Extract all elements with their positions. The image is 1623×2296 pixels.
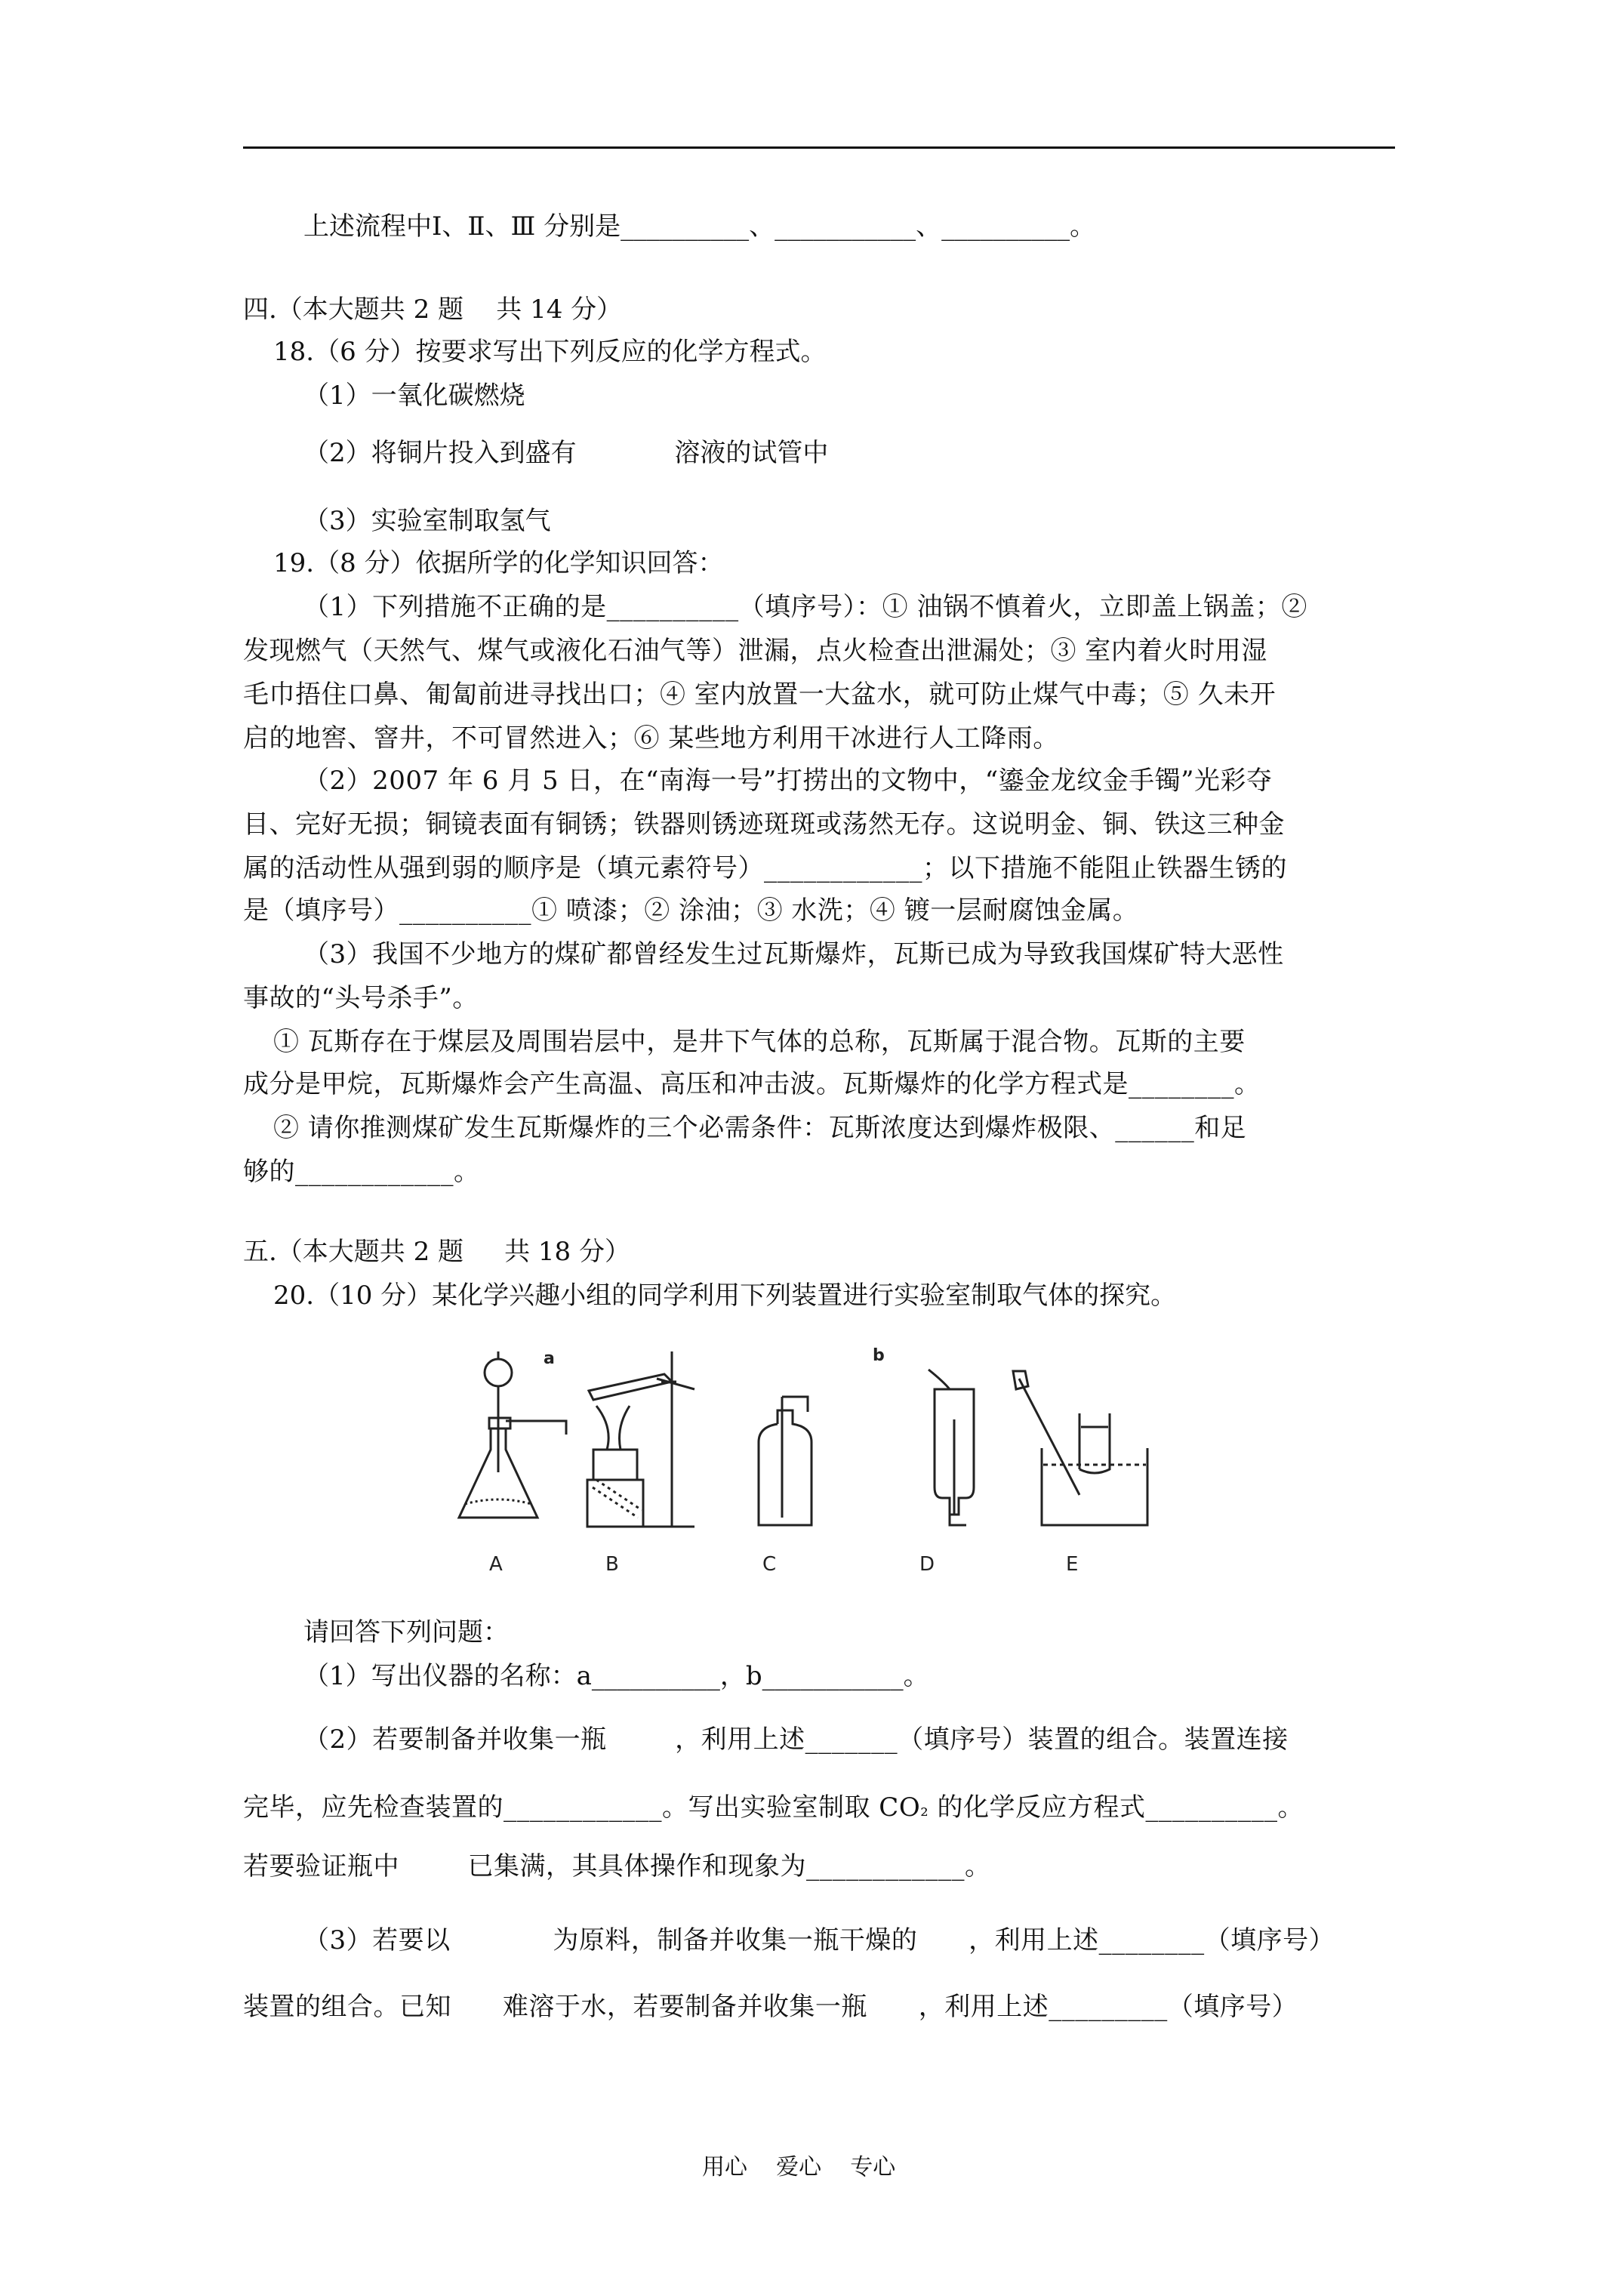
- question-20-part2-line1: （2）若要制备并收集一瓶 ，利用上述_______（填序号）装置的组合。装置连接: [303, 1724, 1289, 1755]
- question-19-part2-line3: 属的活动性从强到弱的顺序是（填元素符号）____________；以下措施不能阻止铁器生锈的: [243, 853, 1287, 883]
- question-19-part1-line2: 发现燃气（天然气、煤气或液化石油气等）泄漏，点火检查出泄漏处；③ 室内着火时用湿: [243, 636, 1267, 666]
- question-20-part3-line2: 装置的组合。已知 难溶于水，若要制备并收集一瓶 ，利用上述_________（填序号）: [243, 1992, 1298, 2022]
- label-A: A: [489, 1553, 503, 1576]
- question-18-part3: （3）实验室制取氢气: [303, 506, 551, 536]
- question-20-part2-line2: [243, 1791, 1304, 1826]
- question-19-part1-line1: （1）下列措施不正确的是__________（填序号）：① 油锅不慎着火，立即盖上锅盖；②: [303, 592, 1307, 622]
- question-20-prompt: 请回答下列问题：: [303, 1617, 509, 1647]
- label-b: b: [873, 1346, 885, 1365]
- header-rule: [243, 146, 1395, 149]
- question-19-part2-line1: （2）2007 年 6 月 5 日，在“南海一号”打捞出的文物中，“鎏金龙纹金手镯”光彩夺: [303, 766, 1273, 796]
- question-18-stem: 18.（6 分）按要求写出下列反应的化学方程式。: [273, 337, 827, 367]
- question-19-part1-line4: 启的地窖、窨井，不可冒然进入；⑥ 某些地方利用干冰进行人工降雨。: [243, 723, 1059, 754]
- apparatus-c-bottle: [759, 1397, 812, 1525]
- question-18-part1: （1）一氧化碳燃烧: [303, 381, 525, 411]
- question-19-part3-line2: 事故的“头号杀手”。: [243, 983, 479, 1013]
- question-19-part3-sub1-line2: 成分是甲烷，瓦斯爆炸会产生高温、高压和冲击波。瓦斯爆炸的化学方程式是________。: [243, 1069, 1261, 1099]
- apparatus-b-heating: [587, 1351, 694, 1527]
- section-four-heading: 四.（本大题共 2 题 共 14 分）: [243, 294, 623, 325]
- question-19-part3-sub2-line1: ② 请你推测煤矿发生瓦斯爆炸的三个必需条件：瓦斯浓度达到爆炸极限、______和足: [273, 1113, 1247, 1143]
- question-18-part2: （2）将铜片投入到盛有 溶液的试管中: [303, 438, 829, 468]
- label-D: D: [919, 1553, 935, 1576]
- label-C: C: [762, 1553, 777, 1576]
- question-19-part3-line1: （3）我国不少地方的煤矿都曾经发生过瓦斯爆炸，瓦斯已成为导致我国煤矿特大恶性: [303, 939, 1284, 969]
- question-19-part2-line2: 目、完好无损；铜镜表面有铜锈；铁器则锈迹斑斑或荡然无存。这说明金、铜、铁这三种金: [243, 809, 1285, 840]
- question-20-part3-line1: （3）若要以 为原料，制备并收集一瓶干燥的 ，利用上述________（填序号）: [303, 1925, 1335, 1955]
- apparatus-a-flask: [459, 1351, 566, 1518]
- co2-subscript: ₂: [920, 1798, 929, 1821]
- question-20-stem: 20.（10 分）某化学兴趣小组的同学利用下列装置进行实验室制取气体的探究。: [273, 1281, 1177, 1311]
- question-20-part2-line3: 若要验证瓶中 已集满，其具体操作和现象为____________。: [243, 1851, 991, 1881]
- lab-apparatus-figure: [445, 1336, 1170, 1578]
- question-20-part1: （1）写出仪器的名称：a__________，b___________。: [303, 1661, 929, 1691]
- apparatus-e-water-trough: [1013, 1371, 1147, 1525]
- question-20-part2-line2-b: 的化学反应方程式__________。: [929, 1792, 1304, 1823]
- apparatus-d-inverted-bottle: [929, 1370, 974, 1525]
- label-E: E: [1066, 1553, 1079, 1576]
- question-19-part2-line4: 是（填序号）__________① 喷漆；② 涂油；③ 水洗；④ 镀一层耐腐蚀金属。: [243, 895, 1139, 926]
- question-19-part3-sub2-line2: 够的____________。: [243, 1157, 480, 1187]
- text-line-flow-answer: 上述流程中I、Ⅱ、Ⅲ 分别是__________、___________、__________。: [303, 211, 1096, 242]
- question-19-stem: 19.（8 分）依据所学的化学知识回答：: [273, 548, 724, 578]
- page-footer: 用心 爱心 专心: [702, 2154, 896, 2180]
- question-19-part1-line3: 毛巾捂住口鼻、匍匐前进寻找出口；④ 室内放置一大盆水，就可防止煤气中毒；⑤ 久未开: [243, 680, 1277, 710]
- section-five-heading: 五.（本大题共 2 题 共 18 分）: [243, 1237, 630, 1267]
- question-19-part3-sub1-line1: ① 瓦斯存在于煤层及周围岩层中，是井下气体的总称，瓦斯属于混合物。瓦斯的主要: [273, 1027, 1246, 1057]
- label-B: B: [605, 1553, 619, 1576]
- label-a: a: [544, 1349, 555, 1368]
- question-20-part2-line2-a: 完毕，应先检查装置的____________。写出实验室制取 CO: [243, 1792, 921, 1823]
